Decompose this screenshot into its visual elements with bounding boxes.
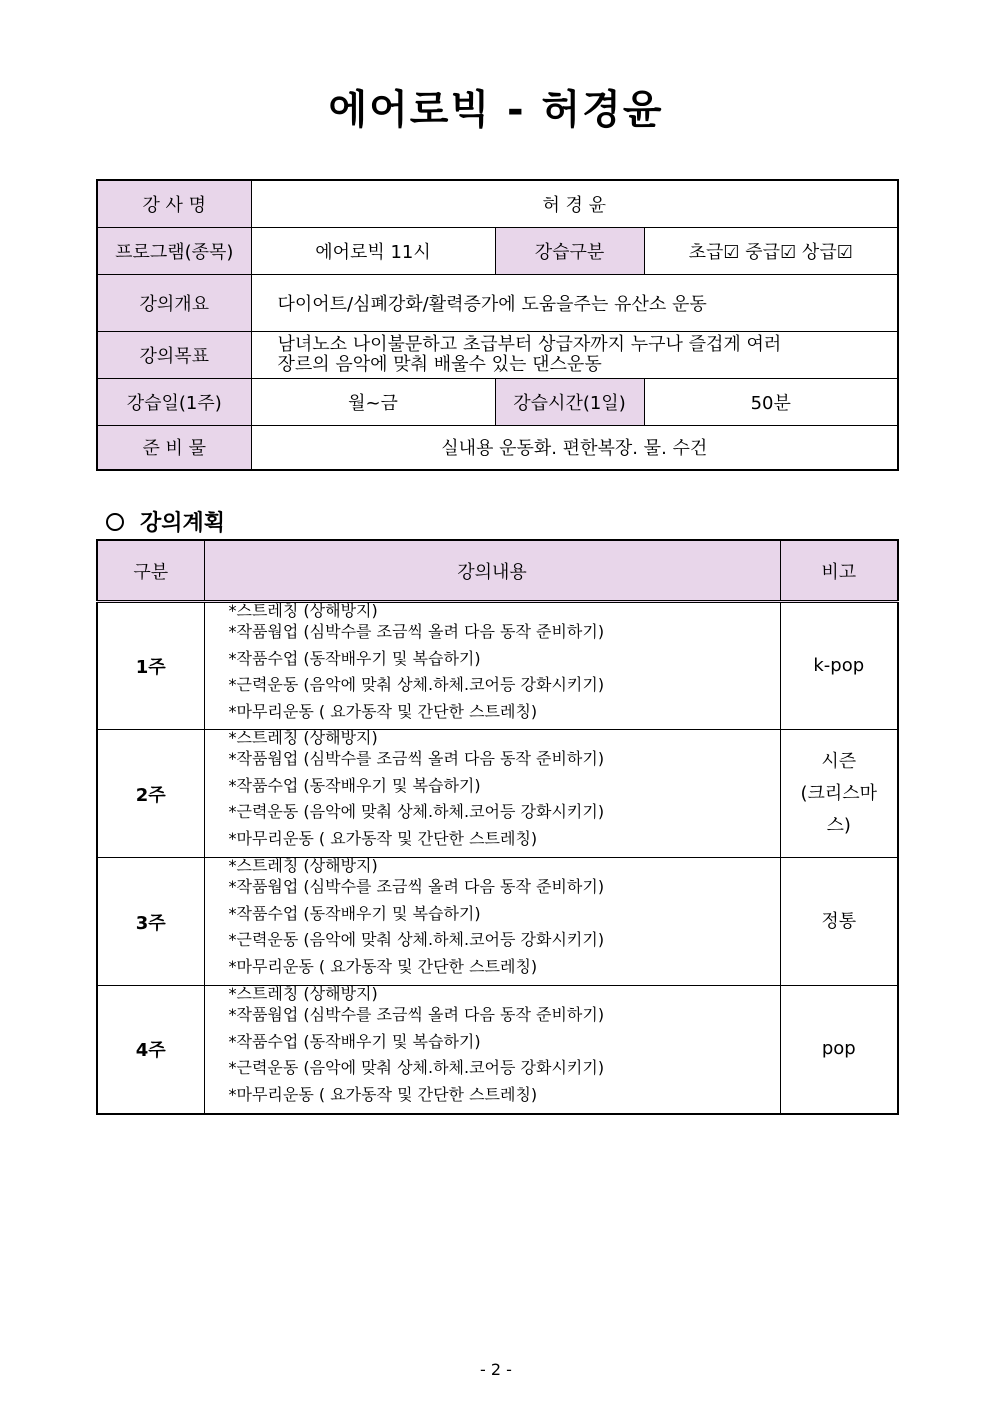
list-item: *근력운동 (음악에 맞춰 상체.하체.코어등 강화시키기) bbox=[228, 930, 605, 950]
lesson-plan-table bbox=[96, 539, 899, 1115]
list-item: *작품웜업 (심박수를 조금씩 올려 다음 동작 준비하기) bbox=[228, 877, 605, 896]
list-item: *작품웜업 (심박수를 조금씩 올려 다음 동작 준비하기) bbox=[228, 1005, 605, 1024]
note-cell: pop bbox=[780, 986, 898, 1114]
list-item: *작품웜업 (심박수를 조금씩 올려 다음 동작 준비하기) bbox=[228, 622, 605, 641]
instructor-value: 허 경 윤 bbox=[251, 180, 898, 227]
list-item: *스트레칭 (상해방지) bbox=[228, 984, 378, 1003]
goal-line-1: 남녀노소 나이불문하고 초급부터 상급자까지 누구나 즐겁게 여러 bbox=[277, 333, 782, 355]
list-item: *작품수업 (동작배우기 및 복습하기) bbox=[228, 903, 481, 923]
week-cell: 1주 bbox=[97, 602, 204, 730]
list-item: *작품수업 (동작배우기 및 복습하기) bbox=[228, 1031, 481, 1051]
content-cell bbox=[204, 730, 780, 858]
goal-line-2: 장르의 음악에 맞춰 배울수 있는 댄스운동 bbox=[277, 353, 602, 375]
overview-label: 강의개요 bbox=[97, 274, 251, 331]
supplies-label: 준 비 물 bbox=[97, 425, 251, 470]
section-title: 강의계획 bbox=[140, 511, 226, 536]
time-label: 강습시간(1일) bbox=[495, 378, 644, 425]
table-row bbox=[97, 858, 898, 986]
page-title: 에어로빅 - 허경윤 bbox=[328, 87, 664, 133]
days-label: 강습일(1주) bbox=[97, 378, 251, 425]
list-item: *근력운동 (음악에 맞춰 상체.하체.코어등 강화시키기) bbox=[228, 675, 605, 695]
days-value: 월~금 bbox=[251, 378, 495, 425]
list-item: *근력운동 (음악에 맞춰 상체.하체.코어등 강화시키기) bbox=[228, 1058, 605, 1078]
overview-value: 다이어트/심폐강화/활력증가에 도움을주는 유산소 운동 bbox=[251, 274, 898, 331]
goal-label: 강의목표 bbox=[97, 331, 251, 378]
time-value: 50분 bbox=[644, 378, 898, 425]
content-cell bbox=[204, 602, 780, 730]
list-item: *작품웜업 (심박수를 조금씩 올려 다음 동작 준비하기) bbox=[228, 749, 605, 768]
week-cell: 4주 bbox=[97, 986, 204, 1114]
list-item: *마무리운동 ( 요가동작 및 간단한 스트레칭) bbox=[228, 701, 538, 721]
table-row bbox=[97, 986, 898, 1114]
table-row bbox=[97, 602, 898, 730]
list-item: *작품수업 (동작배우기 및 복습하기) bbox=[228, 648, 481, 668]
list-item: *스트레칭 (상해방지) bbox=[228, 728, 378, 747]
supplies-value: 실내용 운동화. 편한복장. 물. 수건 bbox=[251, 425, 898, 470]
level-value: 초급☑ 중급☑ 상급☑ bbox=[644, 227, 898, 274]
course-info-table bbox=[96, 179, 899, 471]
content-cell bbox=[204, 858, 780, 986]
note-cell: k-pop bbox=[780, 602, 898, 730]
header-note: 비고 bbox=[780, 540, 898, 602]
level-label: 강습구분 bbox=[495, 227, 644, 274]
header-content: 강의내용 bbox=[204, 540, 780, 602]
list-item: *마무리운동 ( 요가동작 및 간단한 스트레칭) bbox=[228, 1084, 538, 1104]
goal-value bbox=[251, 331, 898, 378]
list-item: *근력운동 (음악에 맞춰 상체.하체.코어등 강화시키기) bbox=[228, 802, 605, 822]
note-cell: 시즌 (크리스마 스) bbox=[780, 730, 898, 858]
circle-bullet-icon bbox=[106, 513, 124, 531]
list-item: *작품수업 (동작배우기 및 복습하기) bbox=[228, 775, 481, 795]
page-number: - 2 - bbox=[480, 1360, 512, 1379]
list-item: *스트레칭 (상해방지) bbox=[228, 856, 378, 875]
list-item: *스트레칭 (상해방지) bbox=[228, 601, 378, 620]
program-value: 에어로빅 11시 bbox=[251, 227, 495, 274]
table-row bbox=[97, 730, 898, 858]
note-cell: 정통 bbox=[780, 858, 898, 986]
week-cell: 3주 bbox=[97, 858, 204, 986]
list-item: *마무리운동 ( 요가동작 및 간단한 스트레칭) bbox=[228, 956, 538, 976]
program-label: 프로그램(종목) bbox=[97, 227, 251, 274]
header-category: 구분 bbox=[97, 540, 204, 602]
content-cell bbox=[204, 986, 780, 1114]
list-item: *마무리운동 ( 요가동작 및 간단한 스트레칭) bbox=[228, 828, 538, 848]
week-cell: 2주 bbox=[97, 730, 204, 858]
section-heading bbox=[106, 506, 225, 537]
instructor-label: 강 사 명 bbox=[97, 180, 251, 227]
